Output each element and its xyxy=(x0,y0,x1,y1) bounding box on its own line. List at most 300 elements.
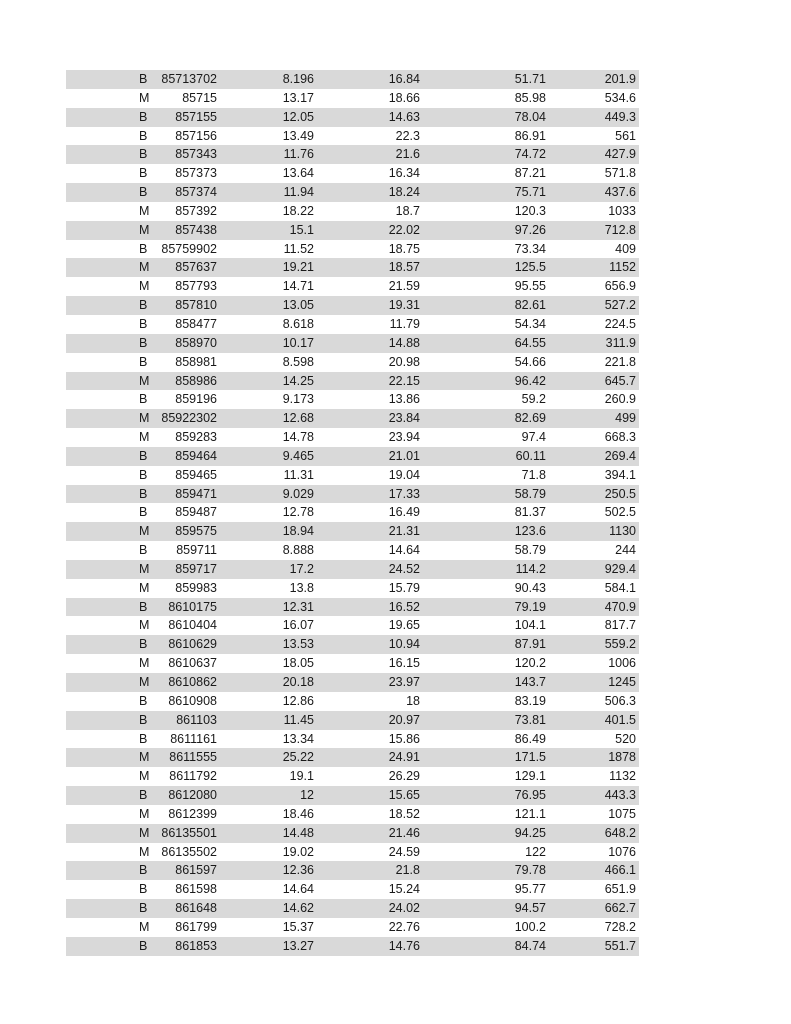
cell-id: 859711 xyxy=(176,543,217,558)
table-row xyxy=(66,258,639,277)
cell-id: 857438 xyxy=(175,222,217,237)
cell-value-4: 409 xyxy=(615,241,636,256)
table-row xyxy=(66,522,639,541)
cell-value-1: 8.598 xyxy=(282,354,314,369)
cell-diagnosis: B xyxy=(139,147,148,162)
cell-value-4: 437.6 xyxy=(604,185,636,200)
cell-value-3: 60.11 xyxy=(515,448,546,463)
cell-value-4: 561 xyxy=(615,128,636,143)
cell-value-3: 96.42 xyxy=(514,373,546,388)
cell-value-4: 559.2 xyxy=(604,637,636,652)
table-row xyxy=(66,635,639,654)
cell-value-1: 13.05 xyxy=(282,298,314,313)
cell-diagnosis: M xyxy=(139,618,150,633)
cell-diagnosis: M xyxy=(139,279,150,294)
cell-diagnosis: M xyxy=(139,750,150,765)
cell-value-4: 394.1 xyxy=(604,467,636,482)
cell-value-2: 14.76 xyxy=(388,938,420,953)
table-row xyxy=(66,730,639,749)
cell-value-3: 59.2 xyxy=(521,392,546,407)
cell-id: 861853 xyxy=(175,938,217,953)
cell-value-3: 85.98 xyxy=(514,90,546,105)
table-row xyxy=(66,70,639,89)
cell-value-4: 1132 xyxy=(609,769,636,784)
cell-id: 8610629 xyxy=(168,637,217,652)
table-row xyxy=(66,296,639,315)
cell-value-4: 1878 xyxy=(608,750,636,765)
cell-value-4: 651.9 xyxy=(604,882,636,897)
cell-diagnosis: M xyxy=(139,675,150,689)
cell-id: 85922302 xyxy=(161,411,217,426)
cell-diagnosis: M xyxy=(139,524,150,539)
cell-id: 8611792 xyxy=(169,769,217,784)
cell-value-3: 82.69 xyxy=(514,411,546,426)
cell-value-3: 76.95 xyxy=(514,788,546,803)
cell-diagnosis: M xyxy=(139,430,150,445)
cell-value-1: 18.46 xyxy=(282,806,314,821)
cell-id: 8612399 xyxy=(168,806,217,821)
cell-diagnosis: M xyxy=(139,90,150,105)
cell-value-1: 18.94 xyxy=(282,524,314,539)
cell-value-3: 143.7 xyxy=(514,675,546,689)
cell-value-4: 443.3 xyxy=(604,788,636,803)
cell-value-2: 26.29 xyxy=(388,769,420,784)
cell-id: 85759902 xyxy=(161,241,217,256)
cell-value-2: 21.01 xyxy=(388,448,420,463)
cell-value-2: 15.24 xyxy=(388,882,420,897)
cell-diagnosis: B xyxy=(139,335,148,350)
table-row xyxy=(66,899,639,918)
table-row xyxy=(66,767,639,786)
cell-diagnosis: B xyxy=(139,901,148,916)
table-row xyxy=(66,598,639,617)
cell-value-3: 97.4 xyxy=(521,430,546,445)
cell-id: 857637 xyxy=(175,260,217,275)
cell-value-3: 54.34 xyxy=(514,316,546,331)
cell-value-2: 18.57 xyxy=(388,260,420,275)
table-row xyxy=(66,805,639,824)
cell-value-4: 244 xyxy=(615,543,636,558)
table-row xyxy=(66,843,639,862)
cell-value-2: 21.59 xyxy=(388,279,420,294)
cell-id: 857374 xyxy=(175,185,217,200)
cell-value-3: 75.71 xyxy=(514,185,546,200)
cell-value-3: 79.19 xyxy=(514,599,546,614)
cell-value-2: 16.15 xyxy=(388,656,420,671)
cell-value-1: 13.64 xyxy=(282,166,314,181)
cell-diagnosis: B xyxy=(139,637,148,652)
cell-id: 861799 xyxy=(175,919,217,934)
cell-value-4: 401.5 xyxy=(604,712,636,727)
cell-value-3: 125.5 xyxy=(514,260,546,275)
cell-value-3: 97.26 xyxy=(514,222,546,237)
cell-value-2: 17.33 xyxy=(388,486,420,501)
cell-value-3: 86.49 xyxy=(514,731,546,746)
cell-value-4: 645.7 xyxy=(604,373,636,388)
cell-value-1: 14.25 xyxy=(282,373,314,388)
cell-value-1: 9.465 xyxy=(282,448,314,463)
cell-value-4: 466.1 xyxy=(604,863,636,878)
cell-value-1: 25.22 xyxy=(282,750,314,765)
cell-value-4: 712.8 xyxy=(604,222,636,237)
table-row xyxy=(66,145,639,164)
cell-value-3: 82.61 xyxy=(514,298,546,313)
cell-diagnosis: B xyxy=(139,863,148,878)
table-row xyxy=(66,503,639,522)
cell-diagnosis: M xyxy=(139,260,150,275)
cell-diagnosis: M xyxy=(139,806,150,821)
cell-diagnosis: M xyxy=(139,373,150,388)
cell-id: 861103 xyxy=(176,712,217,727)
cell-value-4: 311.9 xyxy=(605,335,636,350)
cell-value-2: 16.49 xyxy=(388,505,420,520)
table-row xyxy=(66,108,639,127)
cell-id: 859983 xyxy=(175,580,217,595)
cell-value-1: 9.029 xyxy=(282,486,314,501)
cell-value-4: 527.2 xyxy=(604,298,636,313)
cell-value-3: 120.2 xyxy=(514,656,546,671)
cell-value-2: 16.34 xyxy=(388,166,420,181)
cell-diagnosis: B xyxy=(139,448,148,463)
cell-value-2: 16.84 xyxy=(388,72,420,86)
cell-value-3: 171.5 xyxy=(514,750,546,765)
cell-diagnosis: B xyxy=(139,731,148,746)
cell-diagnosis: B xyxy=(139,185,148,200)
cell-diagnosis: M xyxy=(139,580,150,595)
cell-value-2: 24.52 xyxy=(388,561,420,576)
cell-value-2: 22.76 xyxy=(388,919,420,934)
cell-value-4: 506.3 xyxy=(604,693,636,708)
cell-value-4: 571.8 xyxy=(604,166,636,181)
cell-value-2: 18.7 xyxy=(395,203,420,218)
table-row xyxy=(66,748,639,767)
cell-diagnosis: B xyxy=(139,599,148,614)
cell-value-2: 10.94 xyxy=(388,637,420,652)
cell-value-1: 19.02 xyxy=(282,844,314,859)
cell-value-1: 8.196 xyxy=(282,72,314,86)
cell-value-2: 22.15 xyxy=(388,373,420,388)
cell-value-3: 83.19 xyxy=(514,693,546,708)
cell-value-2: 14.63 xyxy=(388,109,420,124)
table-row xyxy=(66,127,639,146)
cell-value-3: 95.55 xyxy=(514,279,546,294)
table-row xyxy=(66,183,639,202)
cell-diagnosis: M xyxy=(139,561,150,576)
cell-value-1: 11.76 xyxy=(283,147,314,162)
cell-diagnosis: M xyxy=(139,825,150,840)
cell-id: 859487 xyxy=(175,505,217,520)
cell-value-3: 94.25 xyxy=(514,825,546,840)
cell-diagnosis: B xyxy=(139,298,148,313)
cell-value-2: 18.52 xyxy=(388,806,420,821)
cell-diagnosis: B xyxy=(139,505,148,520)
cell-id: 85715 xyxy=(182,90,217,105)
cell-value-4: 201.9 xyxy=(604,72,636,86)
cell-id: 8611555 xyxy=(169,750,217,765)
cell-id: 861598 xyxy=(175,882,217,897)
cell-value-1: 12.31 xyxy=(282,599,314,614)
data-table xyxy=(66,70,639,956)
cell-diagnosis: B xyxy=(139,486,148,501)
cell-value-4: 817.7 xyxy=(604,618,636,633)
cell-value-3: 87.91 xyxy=(514,637,546,652)
cell-id: 859717 xyxy=(175,561,217,576)
cell-id: 8611161 xyxy=(170,731,217,746)
cell-value-3: 74.72 xyxy=(514,147,546,162)
cell-value-4: 427.9 xyxy=(604,147,636,162)
cell-value-4: 534.6 xyxy=(604,90,636,105)
cell-id: 859465 xyxy=(175,467,217,482)
cell-id: 8612080 xyxy=(168,788,217,803)
cell-value-1: 18.22 xyxy=(282,203,314,218)
cell-value-4: 1006 xyxy=(608,656,636,671)
cell-value-4: 728.2 xyxy=(604,919,636,934)
table-row xyxy=(66,372,639,391)
cell-value-3: 100.2 xyxy=(514,919,546,934)
cell-value-3: 84.74 xyxy=(514,938,546,953)
cell-id: 857793 xyxy=(175,279,217,294)
cell-id: 859196 xyxy=(175,392,217,407)
cell-value-1: 11.31 xyxy=(283,467,314,482)
cell-id: 861648 xyxy=(175,901,217,916)
cell-value-1: 13.49 xyxy=(282,128,314,143)
cell-value-4: 551.7 xyxy=(604,938,636,953)
cell-diagnosis: B xyxy=(139,354,148,369)
cell-value-4: 1075 xyxy=(608,806,636,821)
cell-value-3: 114.2 xyxy=(515,561,546,576)
cell-value-2: 22.02 xyxy=(388,222,420,237)
cell-value-4: 502.5 xyxy=(604,505,636,520)
cell-value-4: 470.9 xyxy=(604,599,636,614)
cell-value-2: 14.88 xyxy=(388,335,420,350)
cell-value-1: 12.68 xyxy=(282,411,314,426)
cell-value-3: 81.37 xyxy=(514,505,546,520)
cell-value-4: 221.8 xyxy=(604,354,636,369)
cell-value-1: 14.48 xyxy=(282,825,314,840)
cell-value-2: 15.65 xyxy=(388,788,420,803)
cell-diagnosis: B xyxy=(139,72,148,86)
cell-id: 858986 xyxy=(175,373,217,388)
cell-value-2: 21.8 xyxy=(395,863,420,878)
cell-value-4: 648.2 xyxy=(604,825,636,840)
cell-value-1: 9.173 xyxy=(282,392,314,407)
cell-id: 8610175 xyxy=(168,599,217,614)
cell-value-2: 18.66 xyxy=(388,90,420,105)
table-row xyxy=(66,353,639,372)
cell-value-3: 104.1 xyxy=(514,618,546,633)
table-row xyxy=(66,447,639,466)
cell-id: 8610908 xyxy=(168,693,217,708)
cell-value-2: 19.04 xyxy=(388,467,420,482)
cell-value-2: 20.98 xyxy=(388,354,420,369)
cell-value-1: 14.78 xyxy=(282,430,314,445)
cell-value-1: 8.888 xyxy=(282,543,314,558)
cell-value-3: 58.79 xyxy=(514,543,546,558)
cell-value-2: 18.24 xyxy=(388,185,420,200)
cell-diagnosis: B xyxy=(139,693,148,708)
cell-diagnosis: B xyxy=(139,938,148,953)
cell-diagnosis: M xyxy=(139,919,150,934)
cell-diagnosis: B xyxy=(139,166,148,181)
cell-diagnosis: B xyxy=(139,109,148,124)
cell-value-2: 23.94 xyxy=(388,430,420,445)
table-row xyxy=(66,240,639,259)
cell-id: 85713702 xyxy=(161,72,217,86)
cell-value-3: 78.04 xyxy=(514,109,546,124)
cell-value-2: 21.6 xyxy=(395,147,420,162)
cell-value-4: 1033 xyxy=(608,203,636,218)
table-row xyxy=(66,937,639,956)
cell-diagnosis: M xyxy=(139,656,150,671)
cell-id: 858970 xyxy=(175,335,217,350)
table-row xyxy=(66,861,639,880)
table-row xyxy=(66,711,639,730)
cell-value-4: 929.4 xyxy=(604,561,636,576)
cell-value-4: 668.3 xyxy=(604,430,636,445)
cell-value-1: 11.52 xyxy=(283,241,314,256)
cell-diagnosis: B xyxy=(139,316,148,331)
cell-diagnosis: M xyxy=(139,769,150,784)
cell-value-1: 13.27 xyxy=(282,938,314,953)
cell-value-2: 15.86 xyxy=(388,731,420,746)
cell-value-3: 94.57 xyxy=(514,901,546,916)
table-row xyxy=(66,89,639,108)
table-row xyxy=(66,315,639,334)
table-row xyxy=(66,824,639,843)
table-row xyxy=(66,221,639,240)
cell-value-1: 13.17 xyxy=(282,90,314,105)
cell-value-2: 16.52 xyxy=(388,599,420,614)
cell-value-1: 13.53 xyxy=(282,637,314,652)
cell-value-4: 584.1 xyxy=(604,580,636,595)
table-row xyxy=(66,485,639,504)
cell-value-4: 499 xyxy=(615,411,636,426)
table-row xyxy=(66,202,639,221)
cell-id: 859283 xyxy=(175,430,217,445)
cell-value-3: 95.77 xyxy=(514,882,546,897)
cell-id: 858981 xyxy=(175,354,217,369)
table-row xyxy=(66,654,639,673)
cell-diagnosis: M xyxy=(139,222,150,237)
table-row xyxy=(66,579,639,598)
cell-value-1: 15.1 xyxy=(289,222,314,237)
table-row xyxy=(66,692,639,711)
cell-value-1: 19.1 xyxy=(289,769,314,784)
cell-value-1: 17.2 xyxy=(289,561,314,576)
cell-value-2: 24.02 xyxy=(388,901,420,916)
cell-id: 859464 xyxy=(175,448,217,463)
cell-value-3: 129.1 xyxy=(514,769,546,784)
cell-value-1: 11.94 xyxy=(283,185,314,200)
cell-diagnosis: B xyxy=(139,241,148,256)
cell-value-1: 14.71 xyxy=(282,279,314,294)
cell-value-2: 18 xyxy=(406,693,420,708)
cell-value-4: 1130 xyxy=(609,524,636,539)
cell-value-3: 51.71 xyxy=(514,72,546,86)
cell-value-2: 18.75 xyxy=(388,241,420,256)
cell-value-3: 120.3 xyxy=(514,203,546,218)
cell-value-4: 224.5 xyxy=(604,316,636,331)
cell-diagnosis: M xyxy=(139,203,150,218)
cell-value-3: 73.81 xyxy=(514,712,546,727)
cell-id: 858477 xyxy=(175,316,217,331)
table-row xyxy=(66,390,639,409)
table-row xyxy=(66,786,639,805)
cell-id: 8610637 xyxy=(168,656,217,671)
cell-value-1: 14.62 xyxy=(282,901,314,916)
cell-value-1: 12.78 xyxy=(282,505,314,520)
cell-id: 857392 xyxy=(175,203,217,218)
table-row xyxy=(66,880,639,899)
cell-value-3: 121.1 xyxy=(514,806,546,821)
cell-id: 8610862 xyxy=(168,675,217,689)
cell-value-2: 19.65 xyxy=(388,618,420,633)
cell-id: 857810 xyxy=(175,298,217,313)
cell-diagnosis: B xyxy=(139,467,148,482)
cell-value-3: 54.66 xyxy=(514,354,546,369)
cell-value-3: 79.78 xyxy=(514,863,546,878)
cell-value-3: 58.79 xyxy=(514,486,546,501)
cell-value-2: 24.59 xyxy=(388,844,420,859)
cell-value-1: 13.34 xyxy=(282,731,314,746)
cell-id: 857343 xyxy=(175,147,217,162)
cell-diagnosis: B xyxy=(139,392,148,407)
table-row xyxy=(66,560,639,579)
cell-diagnosis: B xyxy=(139,882,148,897)
cell-id: 8610404 xyxy=(168,618,217,633)
cell-value-1: 13.8 xyxy=(289,580,314,595)
cell-value-4: 656.9 xyxy=(604,279,636,294)
table-row xyxy=(66,918,639,937)
table-row xyxy=(66,541,639,560)
table-row xyxy=(66,428,639,447)
cell-value-2: 22.3 xyxy=(395,128,420,143)
cell-id: 857156 xyxy=(175,128,217,143)
cell-id: 859575 xyxy=(175,524,217,539)
cell-value-4: 662.7 xyxy=(604,901,636,916)
cell-value-4: 449.3 xyxy=(604,109,636,124)
cell-id: 859471 xyxy=(175,486,217,501)
cell-value-1: 12.05 xyxy=(282,109,314,124)
table-row xyxy=(66,334,639,353)
cell-value-3: 87.21 xyxy=(514,166,546,181)
cell-value-2: 23.97 xyxy=(388,675,420,689)
cell-value-2: 21.31 xyxy=(388,524,420,539)
cell-value-4: 250.5 xyxy=(604,486,636,501)
cell-id: 861597 xyxy=(175,863,217,878)
table-row xyxy=(66,466,639,485)
cell-value-1: 12.86 xyxy=(282,693,314,708)
cell-value-3: 122 xyxy=(525,844,546,859)
table-row xyxy=(66,277,639,296)
cell-value-1: 8.618 xyxy=(282,316,314,331)
cell-value-4: 269.4 xyxy=(604,448,636,463)
cell-diagnosis: B xyxy=(139,788,148,803)
cell-value-4: 260.9 xyxy=(604,392,636,407)
cell-diagnosis: M xyxy=(139,411,150,426)
cell-value-1: 12 xyxy=(300,788,314,803)
cell-value-1: 11.45 xyxy=(283,712,314,727)
cell-diagnosis: M xyxy=(139,844,150,859)
cell-id: 86135501 xyxy=(161,825,217,840)
cell-value-1: 19.21 xyxy=(282,260,314,275)
cell-value-1: 10.17 xyxy=(282,335,314,350)
cell-value-4: 1076 xyxy=(608,844,636,859)
cell-value-2: 23.84 xyxy=(388,411,420,426)
cell-value-2: 15.79 xyxy=(388,580,420,595)
cell-id: 857155 xyxy=(175,109,217,124)
cell-value-1: 15.37 xyxy=(282,919,314,934)
